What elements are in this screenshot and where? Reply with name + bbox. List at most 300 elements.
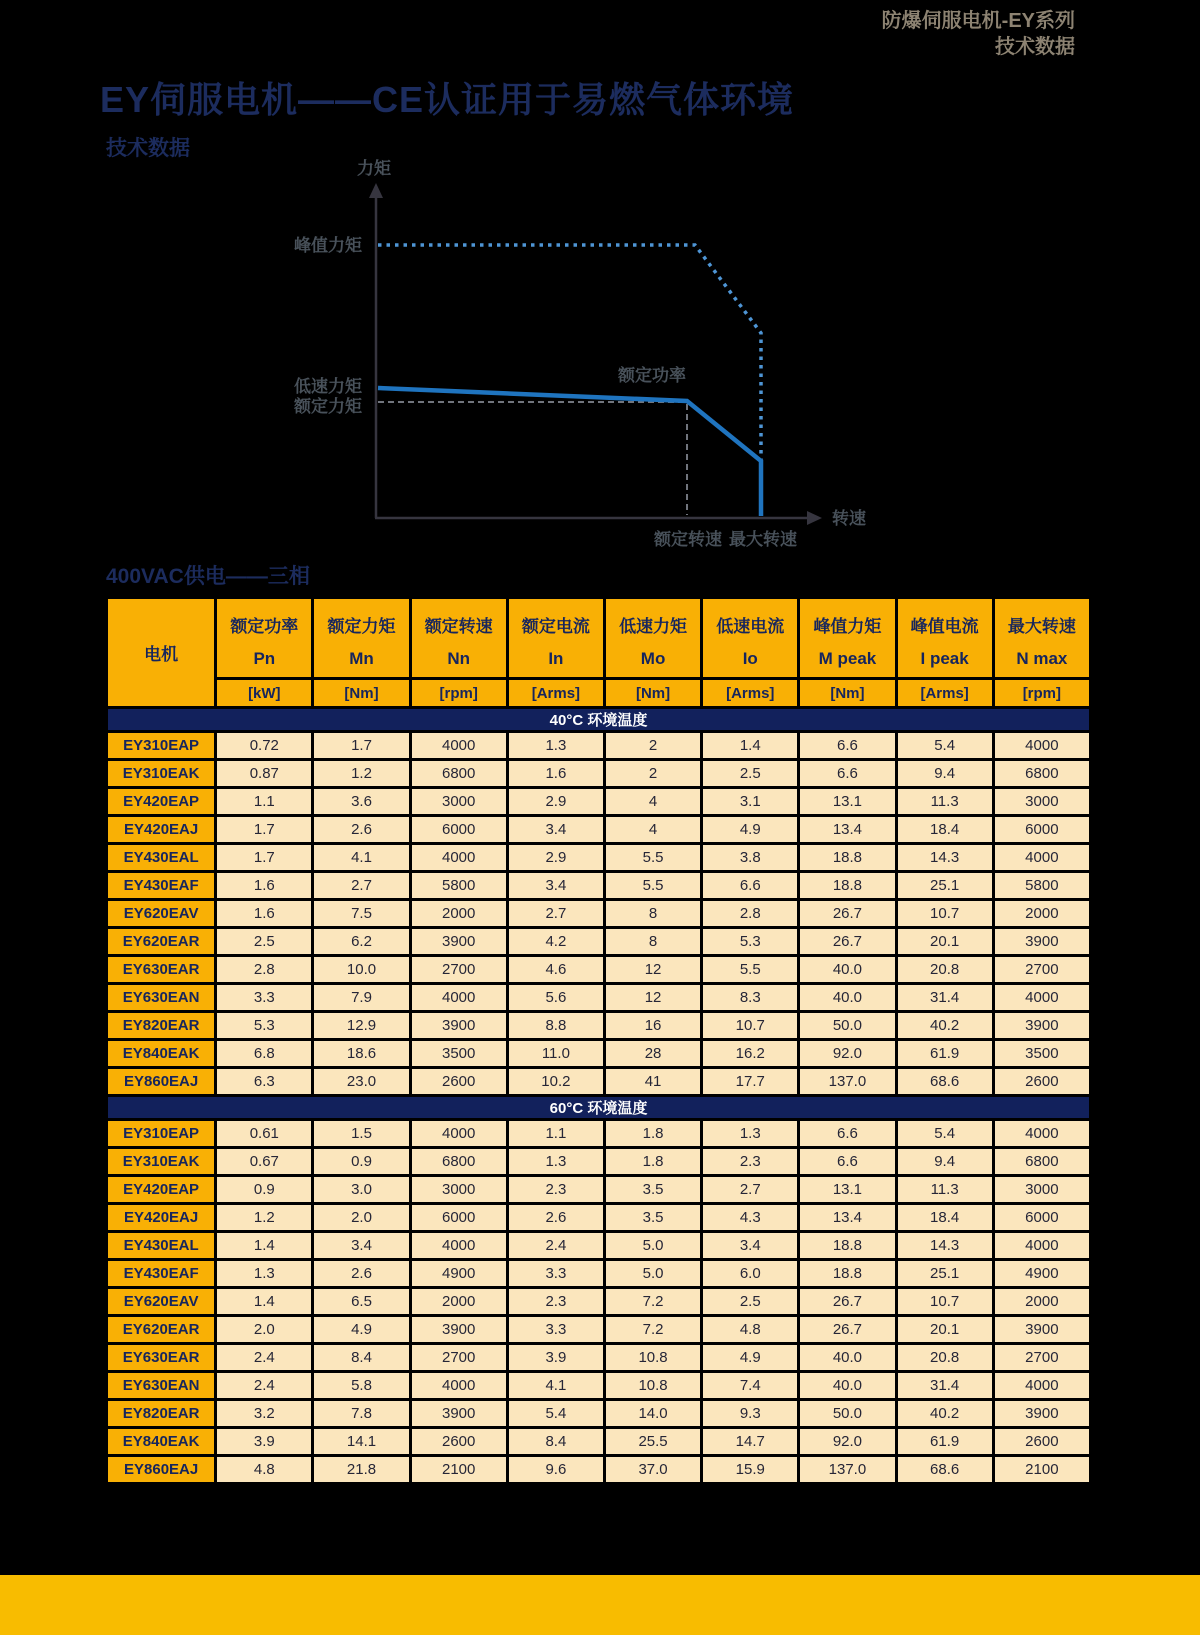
value-cell: 7.8 — [314, 1401, 408, 1426]
value-cell: 0.87 — [217, 761, 311, 786]
value-cell: 8 — [606, 929, 700, 954]
value-cell: 2600 — [995, 1069, 1089, 1094]
value-cell: 40.0 — [800, 1373, 894, 1398]
value-cell: 4000 — [412, 1233, 506, 1258]
motor-model-cell: EY620EAR — [108, 1317, 214, 1342]
value-cell: 7.4 — [703, 1373, 797, 1398]
value-cell: 13.4 — [800, 1205, 894, 1230]
value-cell: 2600 — [412, 1429, 506, 1454]
motor-model-cell: EY430EAL — [108, 845, 214, 870]
value-cell: 2.7 — [509, 901, 603, 926]
value-cell: 7.2 — [606, 1289, 700, 1314]
column-header — [314, 599, 408, 677]
value-cell: 4000 — [995, 1373, 1089, 1398]
value-cell: 14.3 — [898, 845, 992, 870]
value-cell: 2.0 — [217, 1317, 311, 1342]
table-row — [108, 1429, 1089, 1454]
unit-cell: [rpm] — [995, 680, 1089, 706]
value-cell: 3.2 — [217, 1401, 311, 1426]
value-cell: 4.9 — [703, 817, 797, 842]
table-header-row — [108, 599, 1089, 677]
rated-torque-label: 额定力矩 — [294, 397, 362, 416]
value-cell: 11.3 — [898, 789, 992, 814]
value-cell: 3.5 — [606, 1205, 700, 1230]
value-cell: 20.8 — [898, 957, 992, 982]
value-cell: 5.0 — [606, 1233, 700, 1258]
value-cell: 40.0 — [800, 957, 894, 982]
value-cell: 16 — [606, 1013, 700, 1038]
value-cell: 26.7 — [800, 901, 894, 926]
x-axis-arrow-icon — [807, 511, 822, 525]
table-row — [108, 1013, 1089, 1038]
motor-model-cell: EY310EAK — [108, 1149, 214, 1174]
page-title: EY伺服电机——CE认证用于易燃气体环境 — [100, 79, 795, 120]
section-band: 60°C 环境温度 — [108, 1097, 1089, 1118]
value-cell: 92.0 — [800, 1429, 894, 1454]
column-name: 峰值力矩 — [813, 616, 882, 636]
value-cell: 3.4 — [314, 1233, 408, 1258]
table-row — [108, 845, 1089, 870]
value-cell: 40.2 — [898, 1013, 992, 1038]
column-header — [898, 599, 992, 677]
column-name: 额定电流 — [521, 616, 590, 636]
value-cell: 3.9 — [509, 1345, 603, 1370]
value-cell: 2.4 — [509, 1233, 603, 1258]
value-cell: 3000 — [995, 789, 1089, 814]
value-cell: 6.6 — [800, 761, 894, 786]
section-band-row — [108, 709, 1089, 730]
value-cell: 4000 — [995, 733, 1089, 758]
table-row — [108, 901, 1089, 926]
column-header — [703, 599, 797, 677]
value-cell: 3.6 — [314, 789, 408, 814]
value-cell: 8.4 — [509, 1429, 603, 1454]
value-cell: 1.8 — [606, 1149, 700, 1174]
value-cell: 5.6 — [509, 985, 603, 1010]
value-cell: 4000 — [412, 845, 506, 870]
value-cell: 6.0 — [703, 1261, 797, 1286]
table-row — [108, 1121, 1089, 1146]
value-cell: 6.6 — [800, 1149, 894, 1174]
table-row — [108, 733, 1089, 758]
value-cell: 2.7 — [703, 1177, 797, 1202]
value-cell: 3900 — [412, 1013, 506, 1038]
value-cell: 8.8 — [509, 1013, 603, 1038]
value-cell: 4000 — [995, 1233, 1089, 1258]
value-cell: 13.1 — [800, 789, 894, 814]
column-name: 低速电流 — [716, 616, 785, 636]
motor-model-cell: EY310EAP — [108, 733, 214, 758]
value-cell: 2600 — [412, 1069, 506, 1094]
value-cell: 2100 — [995, 1457, 1089, 1482]
value-cell: 2700 — [412, 957, 506, 982]
value-cell: 4.1 — [509, 1373, 603, 1398]
value-cell: 1.8 — [606, 1121, 700, 1146]
value-cell: 2000 — [412, 901, 506, 926]
value-cell: 6000 — [412, 1205, 506, 1230]
value-cell: 5.5 — [606, 873, 700, 898]
value-cell: 2000 — [995, 1289, 1089, 1314]
value-cell: 3900 — [412, 1317, 506, 1342]
section-band-row — [108, 1097, 1089, 1118]
value-cell: 4000 — [995, 845, 1089, 870]
table-body — [108, 709, 1089, 1482]
column-header — [509, 599, 603, 677]
value-cell: 6000 — [995, 817, 1089, 842]
header-subtitle: 技术数据 — [995, 36, 1075, 58]
value-cell: 2700 — [995, 1345, 1089, 1370]
table-row — [108, 761, 1089, 786]
value-cell: 3.5 — [606, 1177, 700, 1202]
value-cell: 3900 — [995, 1013, 1089, 1038]
value-cell: 2700 — [412, 1345, 506, 1370]
value-cell: 6800 — [995, 1149, 1089, 1174]
value-cell: 4.3 — [703, 1205, 797, 1230]
value-cell: 1.6 — [509, 761, 603, 786]
value-cell: 1.1 — [509, 1121, 603, 1146]
motor-model-cell: EY630EAR — [108, 957, 214, 982]
value-cell: 2 — [606, 761, 700, 786]
value-cell: 5.4 — [509, 1401, 603, 1426]
motor-model-cell: EY840EAK — [108, 1429, 214, 1454]
value-cell: 5.4 — [898, 1121, 992, 1146]
value-cell: 0.72 — [217, 733, 311, 758]
peak-torque-label: 峰值力矩 — [294, 236, 362, 255]
value-cell: 4 — [606, 789, 700, 814]
table-row — [108, 817, 1089, 842]
table-row — [108, 1233, 1089, 1258]
motor-model-cell: EY420EAP — [108, 789, 214, 814]
value-cell: 2.9 — [509, 789, 603, 814]
value-cell: 25.1 — [898, 873, 992, 898]
column-header — [412, 599, 506, 677]
value-cell: 2.0 — [314, 1205, 408, 1230]
value-cell: 4.9 — [314, 1317, 408, 1342]
motor-model-cell: EY630EAN — [108, 1373, 214, 1398]
value-cell: 4.2 — [509, 929, 603, 954]
value-cell: 40.2 — [898, 1401, 992, 1426]
table-row — [108, 1373, 1089, 1398]
column-header-motor: 电机 — [108, 599, 214, 706]
value-cell: 1.2 — [314, 761, 408, 786]
value-cell: 2.7 — [314, 873, 408, 898]
value-cell: 6.6 — [703, 873, 797, 898]
value-cell: 5.5 — [606, 845, 700, 870]
value-cell: 1.7 — [314, 733, 408, 758]
unit-cell: [Arms] — [703, 680, 797, 706]
unit-cell: [kW] — [217, 680, 311, 706]
value-cell: 68.6 — [898, 1457, 992, 1482]
value-cell: 14.3 — [898, 1233, 992, 1258]
header-series-label: 防爆伺服电机-EY系列 — [881, 10, 1075, 32]
value-cell: 10.7 — [703, 1013, 797, 1038]
unit-cell: [Arms] — [509, 680, 603, 706]
value-cell: 6800 — [412, 1149, 506, 1174]
value-cell: 9.4 — [898, 1149, 992, 1174]
value-cell: 2.9 — [509, 845, 603, 870]
technical-data-subtitle: 技术数据 — [106, 137, 190, 160]
value-cell: 1.4 — [217, 1289, 311, 1314]
motor-model-cell: EY430EAF — [108, 873, 214, 898]
value-cell: 6.6 — [800, 1121, 894, 1146]
value-cell: 5.3 — [703, 929, 797, 954]
value-cell: 0.9 — [217, 1177, 311, 1202]
table-row — [108, 985, 1089, 1010]
rated-power-label: 额定功率 — [618, 366, 686, 385]
value-cell: 137.0 — [800, 1069, 894, 1094]
section-band: 40°C 环境温度 — [108, 709, 1089, 730]
motor-model-cell: EY310EAP — [108, 1121, 214, 1146]
value-cell: 20.1 — [898, 929, 992, 954]
value-cell: 3000 — [995, 1177, 1089, 1202]
motor-model-cell: EY420EAJ — [108, 817, 214, 842]
value-cell: 2.3 — [703, 1149, 797, 1174]
value-cell: 18.8 — [800, 845, 894, 870]
table-row — [108, 1457, 1089, 1482]
value-cell: 11.0 — [509, 1041, 603, 1066]
unit-cell: [Arms] — [898, 680, 992, 706]
value-cell: 12 — [606, 985, 700, 1010]
value-cell: 92.0 — [800, 1041, 894, 1066]
value-cell: 26.7 — [800, 1289, 894, 1314]
column-name: 额定力矩 — [327, 616, 396, 636]
value-cell: 25.1 — [898, 1261, 992, 1286]
value-cell: 14.0 — [606, 1401, 700, 1426]
value-cell: 10.0 — [314, 957, 408, 982]
value-cell: 3.8 — [703, 845, 797, 870]
table-row — [108, 1345, 1089, 1370]
value-cell: 21.8 — [314, 1457, 408, 1482]
value-cell: 9.3 — [703, 1401, 797, 1426]
document-header — [882, 8, 1075, 60]
value-cell: 5800 — [995, 873, 1089, 898]
value-cell: 4.8 — [703, 1317, 797, 1342]
value-cell: 4.9 — [703, 1345, 797, 1370]
value-cell: 3900 — [995, 929, 1089, 954]
value-cell: 26.7 — [800, 1317, 894, 1342]
value-cell: 10.7 — [898, 901, 992, 926]
column-name: 峰值电流 — [910, 616, 979, 636]
value-cell: 3.3 — [217, 985, 311, 1010]
value-cell: 11.3 — [898, 1177, 992, 1202]
motor-model-cell: EY820EAR — [108, 1013, 214, 1038]
value-cell: 2700 — [995, 957, 1089, 982]
value-cell: 4.8 — [217, 1457, 311, 1482]
motor-model-cell: EY620EAV — [108, 901, 214, 926]
value-cell: 41 — [606, 1069, 700, 1094]
column-name: 最大转速 — [1007, 616, 1076, 636]
value-cell: 3.1 — [703, 789, 797, 814]
motor-model-cell: EY860EAJ — [108, 1069, 214, 1094]
table-row — [108, 1289, 1089, 1314]
value-cell: 18.4 — [898, 1205, 992, 1230]
value-cell: 17.7 — [703, 1069, 797, 1094]
value-cell: 2600 — [995, 1429, 1089, 1454]
value-cell: 4000 — [412, 733, 506, 758]
value-cell: 3.3 — [509, 1261, 603, 1286]
value-cell: 4000 — [995, 1121, 1089, 1146]
max-speed-label: 最大转速 — [729, 530, 797, 549]
value-cell: 10.8 — [606, 1373, 700, 1398]
table-row — [108, 1069, 1089, 1094]
value-cell: 26.7 — [800, 929, 894, 954]
value-cell: 50.0 — [800, 1401, 894, 1426]
table-row — [108, 957, 1089, 982]
value-cell: 3.4 — [509, 873, 603, 898]
value-cell: 3.4 — [703, 1233, 797, 1258]
motor-model-cell: EY620EAR — [108, 929, 214, 954]
value-cell: 2.6 — [314, 1261, 408, 1286]
rated-torque-curve — [378, 388, 761, 516]
value-cell: 61.9 — [898, 1041, 992, 1066]
value-cell: 31.4 — [898, 985, 992, 1010]
value-cell: 6800 — [995, 761, 1089, 786]
value-cell: 1.6 — [217, 901, 311, 926]
value-cell: 18.4 — [898, 817, 992, 842]
value-cell: 2.4 — [217, 1373, 311, 1398]
y-axis-label: 力矩 — [357, 159, 391, 178]
value-cell: 18.8 — [800, 1261, 894, 1286]
value-cell: 4 — [606, 817, 700, 842]
supply-heading: 400VAC供电——三相 — [106, 565, 310, 588]
column-symbol: M peak — [818, 648, 877, 668]
value-cell: 1.3 — [509, 733, 603, 758]
motor-model-cell: EY630EAR — [108, 1345, 214, 1370]
value-cell: 7.5 — [314, 901, 408, 926]
motor-model-cell: EY310EAK — [108, 761, 214, 786]
value-cell: 8.4 — [314, 1345, 408, 1370]
unit-cell: [Nm] — [314, 680, 408, 706]
value-cell: 4.1 — [314, 845, 408, 870]
value-cell: 5.4 — [898, 733, 992, 758]
value-cell: 4000 — [412, 1373, 506, 1398]
column-symbol: Io — [742, 648, 758, 668]
column-symbol: Pn — [253, 648, 276, 668]
value-cell: 4900 — [995, 1261, 1089, 1286]
column-header — [217, 599, 311, 677]
value-cell: 31.4 — [898, 1373, 992, 1398]
table-row — [108, 929, 1089, 954]
value-cell: 1.3 — [703, 1121, 797, 1146]
value-cell: 6800 — [412, 761, 506, 786]
rated-speed-label: 额定转速 — [654, 530, 722, 549]
value-cell: 2.6 — [314, 817, 408, 842]
value-cell: 3000 — [412, 1177, 506, 1202]
value-cell: 5.5 — [703, 957, 797, 982]
value-cell: 0.67 — [217, 1149, 311, 1174]
value-cell: 7.9 — [314, 985, 408, 1010]
value-cell: 3500 — [995, 1041, 1089, 1066]
value-cell: 5.3 — [217, 1013, 311, 1038]
value-cell: 1.6 — [217, 873, 311, 898]
value-cell: 4900 — [412, 1261, 506, 1286]
value-cell: 4.6 — [509, 957, 603, 982]
value-cell: 5.8 — [314, 1373, 408, 1398]
unit-cell: [Nm] — [800, 680, 894, 706]
table-row — [108, 1041, 1089, 1066]
value-cell: 2.6 — [509, 1205, 603, 1230]
value-cell: 1.4 — [703, 733, 797, 758]
value-cell: 2.4 — [217, 1345, 311, 1370]
value-cell: 1.3 — [217, 1261, 311, 1286]
column-symbol: I peak — [920, 648, 969, 668]
column-header — [995, 599, 1089, 677]
value-cell: 3900 — [412, 1401, 506, 1426]
value-cell: 3900 — [995, 1317, 1089, 1342]
column-name: 低速力矩 — [619, 616, 688, 636]
value-cell: 5.0 — [606, 1261, 700, 1286]
value-cell: 1.7 — [217, 817, 311, 842]
table-units-row — [108, 680, 1089, 706]
table-row — [108, 1205, 1089, 1230]
value-cell: 3500 — [412, 1041, 506, 1066]
value-cell: 61.9 — [898, 1429, 992, 1454]
value-cell: 18.6 — [314, 1041, 408, 1066]
y-axis-arrow-icon — [369, 183, 383, 198]
table-row — [108, 873, 1089, 898]
motor-model-cell: EY840EAK — [108, 1041, 214, 1066]
column-symbol: Mo — [640, 648, 666, 668]
torque-speed-diagram — [280, 150, 880, 560]
table-row — [108, 789, 1089, 814]
value-cell: 18.8 — [800, 873, 894, 898]
value-cell: 2.8 — [703, 901, 797, 926]
value-cell: 6.2 — [314, 929, 408, 954]
value-cell: 3.4 — [509, 817, 603, 842]
value-cell: 0.61 — [217, 1121, 311, 1146]
table-row — [108, 1401, 1089, 1426]
column-name: 额定转速 — [424, 616, 493, 636]
value-cell: 10.7 — [898, 1289, 992, 1314]
motor-model-cell: EY820EAR — [108, 1401, 214, 1426]
value-cell: 3900 — [995, 1401, 1089, 1426]
value-cell: 4000 — [995, 985, 1089, 1010]
value-cell: 1.2 — [217, 1205, 311, 1230]
x-axis-label: 转速 — [832, 509, 866, 528]
spec-table — [105, 596, 1092, 1485]
motor-model-cell: EY860EAJ — [108, 1457, 214, 1482]
value-cell: 9.6 — [509, 1457, 603, 1482]
value-cell: 68.6 — [898, 1069, 992, 1094]
value-cell: 3900 — [412, 929, 506, 954]
value-cell: 13.1 — [800, 1177, 894, 1202]
value-cell: 3.3 — [509, 1317, 603, 1342]
value-cell: 14.7 — [703, 1429, 797, 1454]
unit-cell: [Nm] — [606, 680, 700, 706]
value-cell: 9.4 — [898, 761, 992, 786]
value-cell: 2.5 — [703, 1289, 797, 1314]
value-cell: 2 — [606, 733, 700, 758]
column-symbol: N max — [1016, 648, 1068, 668]
column-header — [800, 599, 894, 677]
value-cell: 40.0 — [800, 985, 894, 1010]
value-cell: 25.5 — [606, 1429, 700, 1454]
value-cell: 6.5 — [314, 1289, 408, 1314]
motor-model-cell: EY430EAF — [108, 1261, 214, 1286]
value-cell: 1.3 — [509, 1149, 603, 1174]
value-cell: 2.3 — [509, 1289, 603, 1314]
value-cell: 10.8 — [606, 1345, 700, 1370]
value-cell: 1.4 — [217, 1233, 311, 1258]
column-symbol: Nn — [447, 648, 471, 668]
motor-model-cell: EY630EAN — [108, 985, 214, 1010]
value-cell: 12 — [606, 957, 700, 982]
motor-model-cell: EY430EAL — [108, 1233, 214, 1258]
column-header — [606, 599, 700, 677]
value-cell: 18.8 — [800, 1233, 894, 1258]
value-cell: 4000 — [412, 1121, 506, 1146]
motor-model-cell: EY620EAV — [108, 1289, 214, 1314]
